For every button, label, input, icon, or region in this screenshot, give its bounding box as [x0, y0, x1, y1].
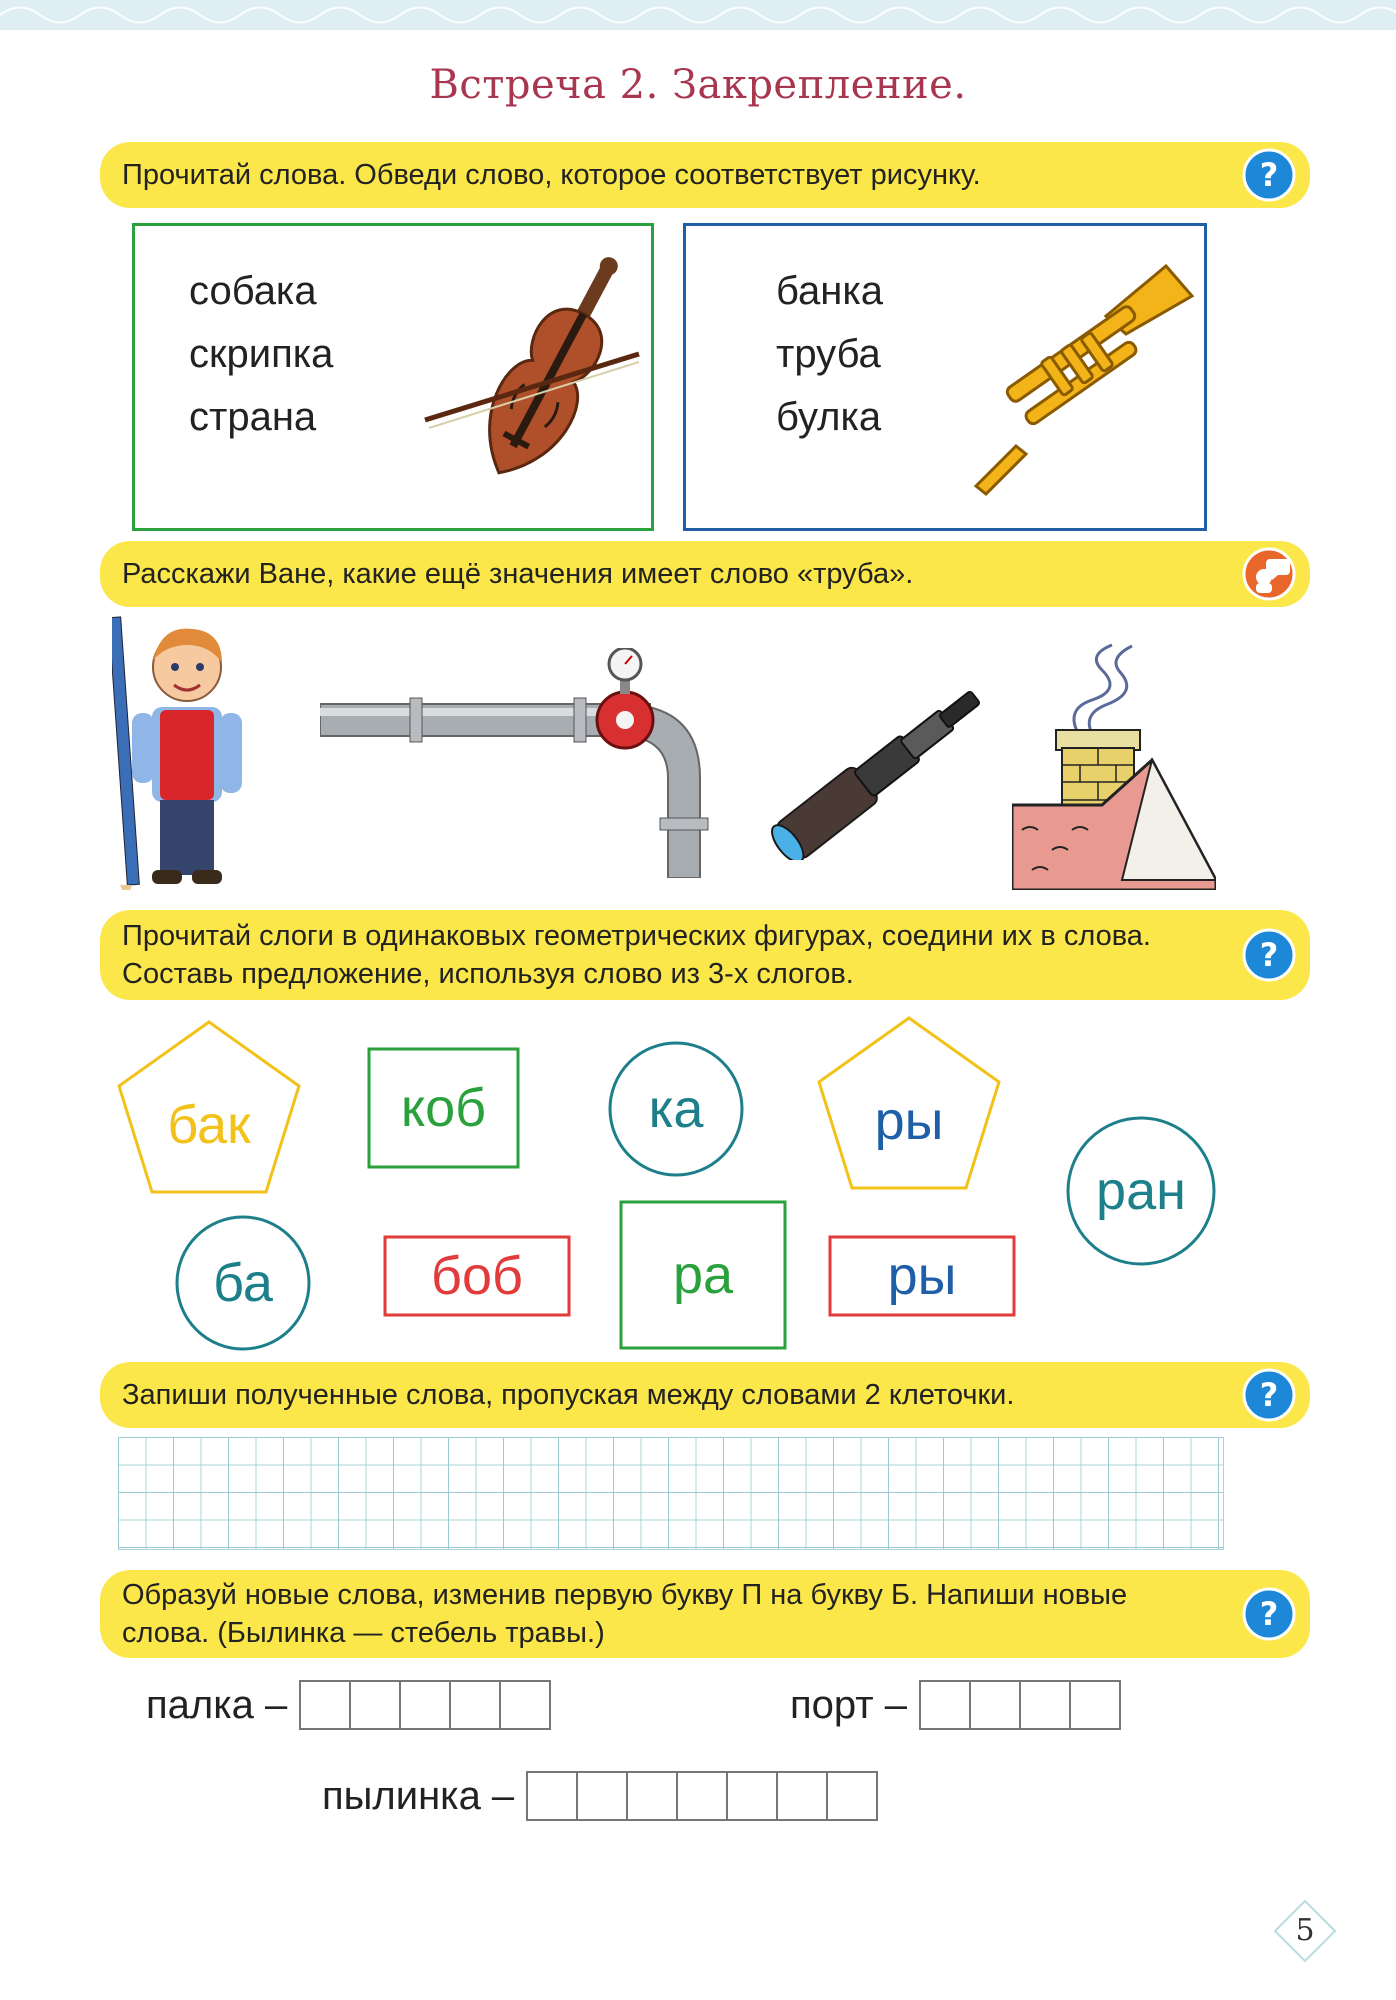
- syllable-text: боб: [431, 1246, 523, 1306]
- word-option[interactable]: банка: [776, 269, 883, 313]
- task3-instruction: Прочитай слоги в одинаковых геометрических фигурах, соедини их в слова. Составь предложение, используя слово из 3-х слогов.: [122, 920, 1151, 990]
- word-row-palka: [146, 1680, 551, 1730]
- task4-banner: [100, 1362, 1310, 1428]
- syllable-rectangle[interactable]: [828, 1235, 1016, 1317]
- syllable-circle[interactable]: [607, 1040, 745, 1178]
- syllable-text: ра: [672, 1245, 734, 1305]
- svg-text:?: ?: [1259, 1376, 1279, 1414]
- card-trumpet: [683, 223, 1207, 531]
- telescope-picture: [760, 665, 1010, 860]
- page-number: 5: [1295, 1913, 1315, 1948]
- boy-with-pencil-picture: [112, 615, 262, 890]
- answer-cells[interactable]: [528, 1771, 878, 1821]
- word-option[interactable]: булка: [776, 395, 882, 439]
- word-row-port: [790, 1680, 1121, 1730]
- syllable-text: коб: [400, 1078, 487, 1138]
- answer-cells[interactable]: [921, 1680, 1121, 1730]
- page-title: Встреча 2. Закрепление.: [429, 62, 967, 108]
- question-icon: [1242, 928, 1296, 982]
- word-row-pylinka: [322, 1771, 878, 1821]
- decorative-border: [0, 0, 1396, 30]
- question-icon: [1242, 148, 1296, 202]
- speech-icon: [1242, 547, 1296, 601]
- task1-instruction: Прочитай слова. Обведи слово, которое соответствует рисунку.: [122, 159, 981, 191]
- task2-banner: [100, 541, 1310, 607]
- syllable-text: ры: [887, 1246, 957, 1306]
- syllable-text: ба: [213, 1253, 273, 1313]
- word-list-right: [776, 260, 883, 449]
- task3-banner: [100, 910, 1310, 1000]
- word-option[interactable]: страна: [189, 395, 317, 439]
- syllable-text: ка: [648, 1079, 704, 1139]
- question-icon: [1242, 1587, 1296, 1641]
- chimney-picture: [1012, 630, 1216, 890]
- syllable-text: бак: [167, 1095, 251, 1155]
- syllable-text: ры: [874, 1091, 944, 1151]
- question-icon: [1242, 1368, 1296, 1422]
- source-word: палка –: [146, 1682, 288, 1727]
- word-option[interactable]: труба: [776, 332, 881, 376]
- word-option[interactable]: скрипка: [189, 332, 334, 376]
- syllable-pentagon[interactable]: [814, 1014, 1004, 1194]
- task1-banner: [100, 142, 1310, 208]
- syllable-text: ран: [1096, 1161, 1186, 1221]
- svg-text:?: ?: [1259, 936, 1279, 974]
- task5-banner: [100, 1570, 1310, 1658]
- task4-instruction: Запиши полученные слова, пропуская между словами 2 клеточки.: [122, 1379, 1015, 1411]
- source-word: порт –: [790, 1682, 907, 1727]
- violin-picture: [415, 244, 645, 514]
- svg-text:?: ?: [1259, 156, 1279, 194]
- word-list-left: [189, 260, 333, 449]
- syllable-square[interactable]: [367, 1047, 520, 1169]
- writing-grid-major: [118, 1437, 1223, 1549]
- syllable-circle[interactable]: [174, 1214, 312, 1352]
- trumpet-picture: [956, 256, 1196, 506]
- syllable-rectangle[interactable]: [383, 1235, 571, 1317]
- syllable-pentagon[interactable]: [114, 1018, 304, 1198]
- word-option[interactable]: собака: [189, 269, 317, 313]
- pipe-picture: [320, 648, 730, 878]
- page-number-badge: [1272, 1898, 1338, 1964]
- svg-text:?: ?: [1259, 1595, 1279, 1633]
- task2-instruction: Расскажи Ване, какие ещё значения имеет слово «труба».: [122, 558, 914, 590]
- syllable-square[interactable]: [619, 1200, 787, 1350]
- syllable-circle[interactable]: [1065, 1115, 1217, 1267]
- answer-cells[interactable]: [301, 1680, 551, 1730]
- card-violin: [132, 223, 654, 531]
- task5-instruction: Образуй новые слова, изменив первую букву П на букву Б. Напиши новые слова. (Былинка — стебель травы.): [122, 1579, 1128, 1649]
- source-word: пылинка –: [322, 1773, 515, 1818]
